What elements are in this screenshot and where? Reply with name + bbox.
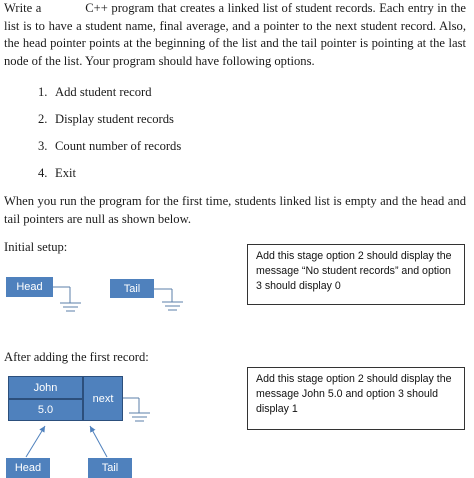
initial-head-null-icon	[53, 287, 81, 311]
initial-tail-box: Tail	[110, 279, 154, 298]
initial-head-box: Head	[6, 277, 53, 297]
node-average-cell: 5.0	[8, 399, 83, 421]
intro-text: C++ program that creates a linked list of student records. Each entry in the list is to have a student name, final average, and a pointer to the next student record. Also, the head pointer points at the beginning of the list and the tail pointer is pointing at the last node of the list. Your program should have following options.	[4, 1, 466, 68]
next-null-icon	[123, 398, 150, 421]
after-tail-box: Tail	[88, 458, 132, 478]
after-note-box: Add this stage option 2 should display the message John 5.0 and option 3 should display 1	[247, 367, 465, 430]
tail-arrow-icon	[90, 426, 107, 457]
option-4: 4. Exit	[38, 166, 76, 180]
after-first-heading: After adding the first record:	[4, 350, 149, 364]
first-run-paragraph: When you run the program for the first time, students linked list is empty and the head and tail pointers are null as shown below.	[4, 194, 466, 226]
after-head-box: Head	[6, 458, 50, 478]
node-next-cell: next	[83, 376, 123, 421]
initial-tail-null-icon	[154, 289, 183, 310]
node-name-cell: John	[8, 376, 83, 399]
option-2: 2. Display student records	[38, 112, 174, 126]
initial-note-box: Add this stage option 2 should display the message “No student records” and option 3 should display 0	[247, 244, 465, 305]
initial-setup-heading: Initial setup:	[4, 240, 68, 254]
option-1: 1. Add student record	[38, 85, 152, 99]
head-arrow-icon	[26, 426, 45, 457]
option-3: 3. Count number of records	[38, 139, 182, 153]
intro-lead: Write a	[4, 1, 42, 15]
